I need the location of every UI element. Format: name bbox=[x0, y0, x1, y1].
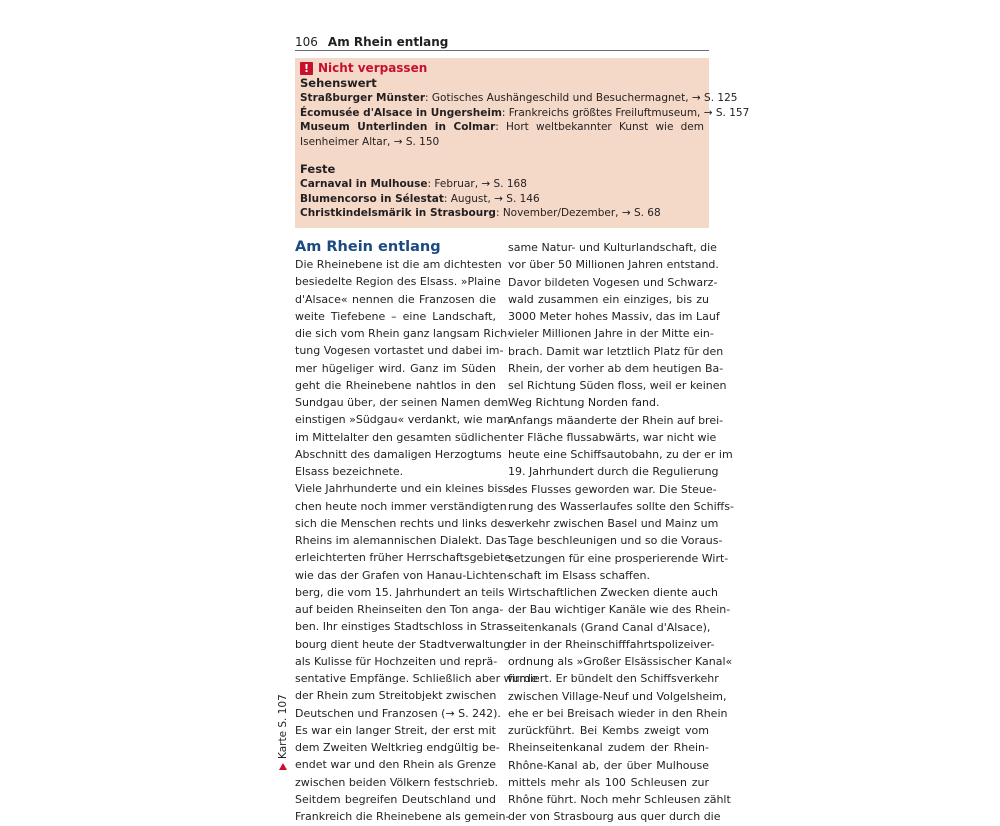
text-line: Rhône führt. Noch mehr Schleusen zählt bbox=[508, 793, 731, 806]
text-line: Davor bildeten Vogesen und Schwarz- bbox=[508, 275, 718, 289]
text-line: einstigen »Südgau« verdankt, wie man bbox=[295, 413, 511, 427]
text-line: berg, die vom 15. Jahrhundert an teils bbox=[295, 585, 505, 599]
text-line: wie das der Grafen von Hanau-Lichten- bbox=[295, 568, 511, 582]
text-line: dem Zweiten Weltkrieg endgültig be- bbox=[295, 741, 500, 754]
text-line: heute eine Schiffsautobahn, zu der er im bbox=[508, 448, 733, 461]
text-line: zwischen beiden Völkern festschrieb. bbox=[295, 775, 499, 789]
text-line: Rhône-Kanal ab, der über Mulhouse bbox=[508, 758, 709, 772]
text-line: 3000 Meter hohes Massiv, das im Lauf bbox=[508, 310, 720, 323]
text-line: vieler Millionen Jahre in der Mitte ein- bbox=[508, 327, 714, 341]
text-line: des Flusses geworden war. Die Steue- bbox=[508, 482, 717, 496]
text-line: Wirtschaftlichen Zwecken diente auch bbox=[508, 586, 719, 599]
text-line: Frankreich die Rheinebene als gemein- bbox=[295, 810, 510, 823]
text-line: der in der Rheinschifffahrtspolizeiver- bbox=[508, 637, 715, 651]
item-text: : November/Dezember, → S. 68 bbox=[495, 207, 661, 219]
text-line: firmiert. Er bündelt den Schiffsverkehr bbox=[508, 672, 719, 686]
text-line: Elsass bezeichnete. bbox=[295, 465, 404, 478]
text-line: setzungen für eine prosperierende Wirt- bbox=[508, 551, 729, 565]
text-line: Es war ein langer Streit, der erst mit bbox=[295, 723, 496, 737]
text-line: same Natur- und Kulturlandschaft, die bbox=[508, 241, 717, 254]
text-line: endet war und den Rhein als Grenze bbox=[295, 758, 496, 772]
text-line: brach. Damit war letztlich Platz für den bbox=[508, 344, 724, 358]
highlights-box bbox=[295, 58, 750, 228]
box-heading bbox=[300, 61, 704, 76]
text-line: im Mittelalter den gesamten südlichen bbox=[295, 430, 508, 444]
text-line: geht die Rheinebene nahtlos in den bbox=[295, 378, 496, 392]
list-item bbox=[300, 177, 704, 192]
item-text: : August, → S. 146 bbox=[443, 192, 540, 205]
text-line: ter Fläche flussabwärts, war nicht wie bbox=[508, 430, 717, 444]
list-item bbox=[300, 120, 704, 149]
text-line: Deutschen und Franzosen (→ S. 242). bbox=[295, 706, 501, 720]
text-line: sich die Menschen rechts und links des bbox=[295, 516, 511, 530]
section-title-sehenswert: Sehenswert bbox=[300, 76, 377, 90]
text-line: Anfangs mäanderte der Rhein auf brei- bbox=[508, 413, 724, 427]
text-line: Rheinseitenkanal zudem der Rhein- bbox=[508, 741, 709, 755]
item-name: Straßburger Münster bbox=[300, 92, 426, 104]
text-line: rung des Wasserlaufes sollte den Schiffs- bbox=[508, 499, 734, 513]
text-line: erleichterten früher Herrschaftsgebiete bbox=[295, 551, 512, 565]
text-line: zurückführt. Bei Kembs zweigt vom bbox=[508, 724, 709, 737]
text-line: als Kulisse für Hochzeiten und reprä- bbox=[295, 654, 498, 668]
text-line: der Bau wichtiger Kanäle wie des Rhein- bbox=[508, 603, 731, 617]
text-line: der von Strasbourg aus quer durch die bbox=[508, 810, 721, 824]
text-column-left bbox=[295, 256, 538, 823]
item-name: Blumencorso in Sélestat bbox=[300, 192, 444, 205]
text-line: d'Alsace« nennen die Franzosen die bbox=[295, 292, 496, 306]
text-line: schaft im Elsass schaffen. bbox=[508, 568, 650, 582]
text-line: seitenkanals (Grand Canal d'Alsace), bbox=[508, 620, 711, 634]
text-line: besiedelte Region des Elsass. »Plaine bbox=[295, 275, 501, 289]
item-name: Écomusée d'Alsace in Ungersheim bbox=[300, 106, 502, 119]
text-line: sel Richtung Süden floss, weil er keinen bbox=[508, 379, 727, 392]
text-line: ehe er bei Breisach wieder in den Rhein bbox=[508, 706, 728, 720]
list-item bbox=[300, 106, 750, 121]
text-line: Weg Richtung Norden fand. bbox=[508, 396, 660, 410]
running-header bbox=[295, 35, 709, 51]
map-reference-text: Karte S. 107 bbox=[277, 694, 289, 759]
text-line: Rhein, der vorher ab dem heutigen Ba- bbox=[508, 361, 724, 375]
text-line: Tage beschleunigen und so die Voraus- bbox=[508, 534, 723, 548]
text-line: wald zusammen ein einziges, bis zu bbox=[508, 292, 709, 306]
list-item bbox=[300, 206, 704, 221]
text-line: Viele Jahrhunderte und ein kleines biss- bbox=[295, 482, 513, 496]
map-reference[interactable] bbox=[275, 690, 291, 770]
item-name: Museum Unterlinden in Colmar bbox=[300, 121, 496, 133]
text-line: die sich vom Rhein ganz langsam Rich- bbox=[295, 327, 512, 340]
text-line: Abschnitt des damaligen Herzogtums bbox=[295, 447, 502, 461]
text-line: bourg dient heute der Stadtverwaltung bbox=[295, 637, 511, 651]
text-line: verkehr zwischen Basel und Mainz um bbox=[508, 517, 719, 530]
text-line: mer hügeliger wird. Ganz im Süden bbox=[295, 361, 496, 375]
text-line: vor über 50 Millionen Jahren entstand. bbox=[508, 258, 719, 272]
text-line: chen heute noch immer verständigten bbox=[295, 499, 507, 513]
exclamation-icon: ! bbox=[300, 62, 313, 75]
text-line: mittels mehr als 100 Schleusen zur bbox=[508, 775, 709, 789]
text-line: weite Tiefebene – eine Landschaft, bbox=[295, 309, 496, 323]
list-item bbox=[300, 192, 704, 207]
text-line: sentative Empfänge. Schließlich aber wurde bbox=[295, 672, 538, 685]
triangle-marker-icon bbox=[279, 763, 287, 770]
text-line: zwischen Village-Neuf und Volgelsheim, bbox=[508, 689, 727, 703]
text-line: Sundgau über, der seinen Namen dem bbox=[295, 396, 509, 409]
item-text: : Gotisches Aushängeschild und Besuchermagnet, → S. 125 bbox=[425, 92, 738, 104]
article-heading: Am Rhein entlang bbox=[295, 239, 441, 255]
item-text: : Frankreichs größtes Freiluftmuseum, → S. 157 bbox=[501, 106, 750, 119]
text-line: der Rhein zum Streitobjekt zwischen bbox=[295, 689, 497, 703]
item-text: : Februar, → S. 168 bbox=[427, 178, 527, 190]
text-line: Rheins im alemannischen Dialekt. Das bbox=[295, 534, 507, 547]
item-name: Christkindelsmärik in Strasbourg bbox=[300, 207, 496, 219]
item-name: Carnaval in Mulhouse bbox=[300, 178, 428, 190]
section-title-feste: Feste bbox=[300, 162, 336, 176]
item-text: : Hort weltbekannter Kunst wie dem Isenheimer Altar, → S. 150 bbox=[300, 121, 704, 148]
list-item bbox=[300, 91, 738, 106]
text-line: tung Vogesen vortastet und dabei im- bbox=[295, 344, 504, 358]
box-heading-text: Nicht verpassen bbox=[318, 61, 428, 75]
running-title: Am Rhein entlang bbox=[327, 35, 449, 49]
text-line: ben. Ihr einstiges Stadtschloss in Stras- bbox=[295, 620, 513, 634]
text-line: ordnung als »Großer Elsässischer Kanal« bbox=[508, 655, 733, 668]
text-line: Seitdem begreifen Deutschland und bbox=[295, 792, 496, 806]
text-line: auf beiden Rheinseiten den Ton anga- bbox=[295, 603, 504, 616]
text-column-right bbox=[508, 239, 734, 824]
text-line: Die Rheinebene ist die am dichtesten bbox=[295, 258, 502, 271]
page-number: 106 bbox=[295, 35, 318, 49]
text-line: 19. Jahrhundert durch die Regulierung bbox=[508, 465, 719, 479]
